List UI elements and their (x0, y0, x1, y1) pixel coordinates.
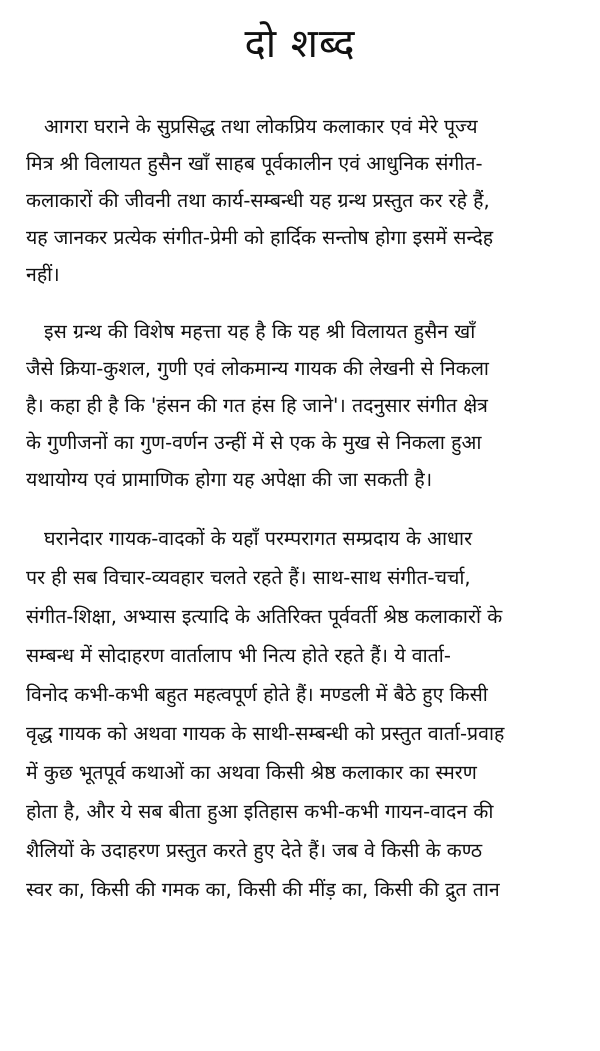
paragraph-1-line-2: मित्र श्री विलायत हुसैन खाँ साहब पूर्वकालीन एवं आधुनिक संगीत- (26, 152, 483, 175)
paragraph-3-line-9: शैलियों के उदाहरण प्रस्तुत करते हुए देते हैं। जब वे किसी के कण्ठ (26, 839, 483, 862)
paragraph-3-line-7: में कुछ भूतपूर्व कथाओं का अथवा किसी श्रेष्ठ कलाकार का स्मरण (26, 761, 477, 784)
paragraph-1-line-1: आगरा घराने के सुप्रसिद्ध तथा लोकप्रिय कलाकार एवं मेरे पूज्य (44, 115, 478, 138)
paragraph-1-line-5: नहीं। (26, 263, 60, 286)
page-title: दो शब्द (244, 21, 356, 67)
paragraph-2-line-5: यथायोग्य एवं प्रामाणिक होगा यह अपेक्षा की जा सकती है। (26, 468, 433, 491)
paragraph-3-line-6: वृद्ध गायक को अथवा गायक के साथी-सम्बन्धी को प्रस्तुत वार्ता-प्रवाह (26, 722, 505, 745)
paragraph-3-line-4: सम्बन्ध में सोदाहरण वार्तालाप भी नित्य होते रहते हैं। ये वार्ता- (26, 644, 451, 667)
paragraph-2-line-3: है। कहा ही है कि 'हंसन की गत हंस हि जाने'। तदनुसार संगीत क्षेत्र (26, 394, 488, 417)
paragraph-3-line-8: होता है, और ये सब बीता हुआ इतिहास कभी-कभी गायन-वादन की (26, 800, 494, 823)
paragraph-2-line-2: जैसे क्रिया-कुशल, गुणी एवं लोकमान्य गायक की लेखनी से निकला (26, 357, 489, 380)
paragraph-3-line-3: संगीत-शिक्षा, अभ्यास इत्यादि के अतिरिक्त पूर्ववर्ती श्रेष्ठ कलाकारों के (26, 605, 503, 628)
paragraph-3-line-5: विनोद कभी-कभी बहुत महत्वपूर्ण होते हैं। मण्डली में बैठे हुए किसी (26, 683, 488, 706)
paragraph-2-line-4: के गुणीजनों का गुण-वर्णन उन्हीं में से एक के मुख से निकला हुआ (26, 431, 482, 454)
paragraph-3-line-10: स्वर का, किसी की गमक का, किसी की मींड़ का, किसी की द्रुत तान (26, 878, 500, 901)
paragraph-3-line-2: पर ही सब विचार-व्यवहार चलते रहते हैं। साथ-साथ संगीत-चर्चा, (26, 566, 471, 589)
paragraph-3-line-1: घरानेदार गायक-वादकों के यहाँ परम्परागत सम्प्रदाय के आधार (44, 527, 473, 550)
paragraph-2-line-1: इस ग्रन्थ की विशेष महत्ता यह है कि यह श्री विलायत हुसैन खाँ (44, 320, 476, 343)
paragraph-1-line-4: यह जानकर प्रत्येक संगीत-प्रेमी को हार्दिक सन्तोष होगा इसमें सन्देह (26, 226, 494, 249)
paragraph-1-line-3: कलाकारों की जीवनी तथा कार्य-सम्बन्धी यह ग्रन्थ प्रस्तुत कर रहे हैं, (26, 189, 490, 212)
